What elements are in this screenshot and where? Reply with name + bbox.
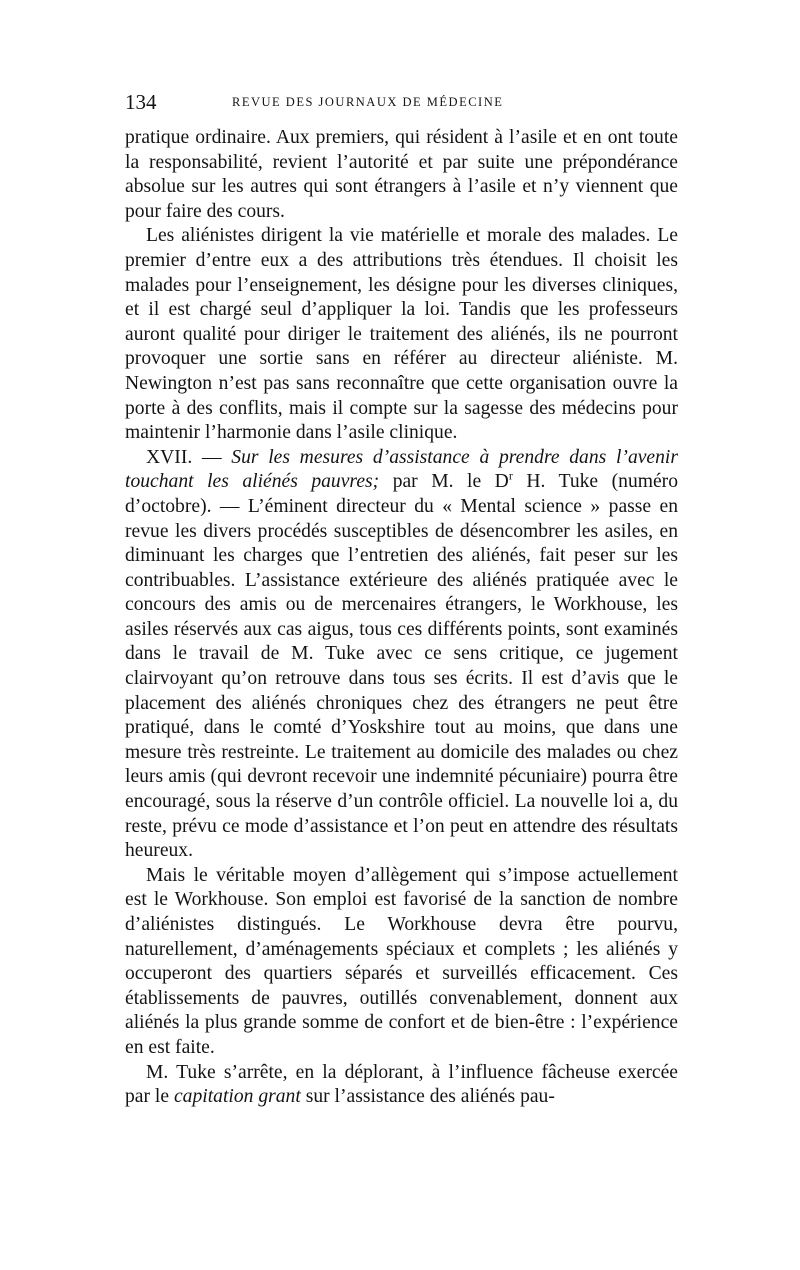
paragraph-2: Les aliénistes dirigent la vie matérielle et morale des malades. Le premier d’entre eux a des attributions très étendues. Il choisit les malades pour l’enseignement, les désigne pour les diverses cliniques, et il est chargé seul d’appliquer la loi. Tandis que les professeurs auront qualité pour diriger le traitement des aliénés, ils ne pourront provoquer une sortie sans en référer au directeur aliéniste. M. Newington n’est pas sans reconnaître que cette organisation ouvre la porte à des conflits, mais il compte sur la sagesse des médecins pour maintenir l’harmonie dans l’asile clinique. (125, 225, 678, 444)
author-prefix: par M. le D (379, 471, 509, 493)
doctor-superscript: r (508, 468, 513, 483)
body-text (125, 126, 678, 1110)
page-number: 134 (125, 90, 157, 114)
running-head (125, 90, 678, 122)
journal-title: REVUE DES JOURNAUX DE MÉDECINE (232, 95, 504, 109)
capitation-grant-term: capitation grant (173, 1086, 301, 1108)
paragraph-5 (125, 1061, 678, 1110)
article-title: Sur les mesures d’assistance à prendre dans l’avenir touchant les aliénés pauvres; (125, 446, 678, 493)
paragraph-5-start: M. Tuke s’arrête, en la déplorant, à l’influence fâcheuse exercée par le (125, 1061, 678, 1108)
paragraph-4: Mais le véritable moyen d’allègement qui s’impose actuellement est le Workhouse. Son emploi est favorisé de la sanction de nombre d’aliénistes distingués. Le Workhouse devra être pourvu, naturellement, d’aménagements spéciaux et complets ; les aliénés y occuperont des quartiers séparés et surveillés efficacement. Ces établissements de pauvres, outillés convenablement, donnent aux aliénés la plus grande somme de confort et de bien-être : l’expérience en est faite. (125, 864, 678, 1058)
book-page (125, 90, 678, 1110)
section-text: H. Tuke (numéro d’octobre). — L’éminent directeur du « Mental science » passe en revue les divers procédés susceptibles de désencombrer les asiles, en diminuant les charges que l’entretien des aliénés, fait peser sur les contribuables. L’assistance extérieure des aliénés pratiquée avec le concours des amis ou de mercenaires étrangers, le Workhouse, les asiles réservés aux cas aigus, tous ces différents points, sont examinés dans le travail de M. Tuke avec ce sens critique, ce jugement clairvoyant qu’on retrouve dans tous ses écrits. Il est d’avis que le placement des aliénés chroniques chez des étrangers ne peut être pratiqué, dans le comté d’Yoskshire tout au moins, que dans une mesure très restreinte. Le traitement au domicile des malades ou chez leurs amis (qui devront recevoir une indemnité pécuniaire) pourra être encouragé, sous la réserve d’un contrôle officiel. La nouvelle loi a, du reste, prévu ce mode d’assistance et l’on peut en attendre des résultats heureux. (125, 471, 678, 862)
paragraph-1: pratique ordinaire. Aux premiers, qui résident à l’asile et en ont toute la responsabilité, revient l’autorité et par suite une prépondérance absolue sur les autres qui sont étrangers à l’asile et n’y viennent que pour faire des cours. (125, 127, 678, 222)
section-number: XVII. — (146, 446, 232, 468)
paragraph-5-end: sur l’assistance des aliénés pau- (300, 1086, 555, 1108)
paragraph-section-xvii (125, 446, 678, 864)
